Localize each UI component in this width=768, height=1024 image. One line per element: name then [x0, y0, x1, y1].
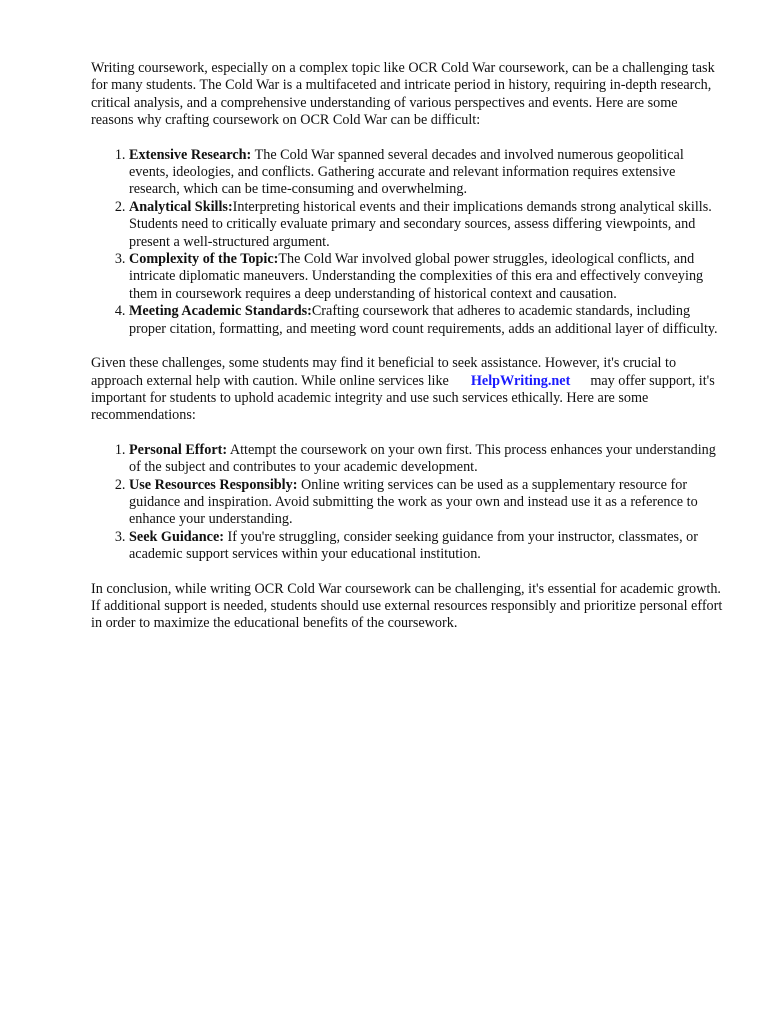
list-item-text: If you're struggling, consider seeking guidance from your instructor, classmates, or academic support services within your educational institution.: [129, 528, 698, 563]
list-item: [129, 251, 723, 303]
list-item-term: Personal Effort:: [129, 441, 228, 458]
recommendations-list: [91, 442, 723, 564]
list-item-term: Extensive Research:: [129, 146, 252, 163]
list-item: [129, 147, 723, 199]
list-item: [129, 199, 723, 251]
list-item-text: Interpreting historical events and their implications demands strong analytical skills. Students need to critically evaluate primary and secondary sources, assess differing viewpoints, and present a well-structured argument.: [129, 198, 712, 250]
list-item-term: Seek Guidance:: [129, 528, 224, 545]
list-item: [129, 303, 723, 338]
list-item-term: Use Resources Responsibly:: [129, 476, 298, 493]
list-item-text: Attempt the coursework on your own first. This process enhances your understanding of the subject and contributes to your academic development.: [129, 441, 716, 476]
intro-paragraph: Writing coursework, especially on a complex topic like OCR Cold War coursework, can be a challenging task for many students. The Cold War is a multifaceted and intricate period in history, requiring in-depth research, critical analysis, and a comprehensive understanding of various perspectives and events. Here are some reasons why crafting coursework on OCR Cold War can be difficult:: [91, 60, 715, 129]
list-item-term: Analytical Skills:: [129, 198, 233, 215]
helpwriting-link[interactable]: HelpWriting.net: [470, 372, 571, 389]
list-item: [129, 477, 723, 529]
list-item-term: Complexity of the Topic:: [129, 251, 279, 268]
list-item-text: The Cold War involved global power struggles, ideological conflicts, and intricate diplomatic maneuvers. Understanding the complexities of this era and effectively conveying them in coursework requires a deep understanding of historical context and causation.: [129, 251, 704, 302]
list-item-text: Crafting coursework that adheres to academic standards, including proper citation, formatting, and meeting word count requirements, adds an additional layer of difficulty.: [129, 303, 718, 337]
advice-text-after: may offer support, it's important for students to uphold academic integrity and use such services ethically. Here are some recommendations:: [91, 372, 715, 424]
list-item: [129, 442, 723, 477]
list-item-text: Online writing services can be used as a supplementary resource for guidance and inspiration. Avoid submitting the work as your own and instead use it as a reference to enhance your understanding.: [129, 476, 698, 528]
reasons-list: [91, 147, 723, 338]
list-item: [129, 529, 723, 564]
list-item-term: Meeting Academic Standards:: [129, 303, 312, 320]
advice-paragraph: [91, 355, 723, 425]
document-page: [91, 60, 723, 650]
list-item-text: The Cold War spanned several decades and involved numerous geopolitical events, ideologies, and conflicts. Gathering accurate and relevant information requires extensive research, which can be time-consuming and overwhelming.: [129, 146, 684, 198]
advice-text-before: Given these challenges, some students may find it beneficial to seek assistance. However, it's crucial to approach external help with caution. While online services like: [91, 355, 677, 389]
conclusion-paragraph: In conclusion, while writing OCR Cold War coursework can be challenging, it's essential for academic growth. If additional support is needed, students should use external resources responsibly and prioritize personal effort in order to maximize the educational benefits of the coursework.: [91, 580, 723, 632]
